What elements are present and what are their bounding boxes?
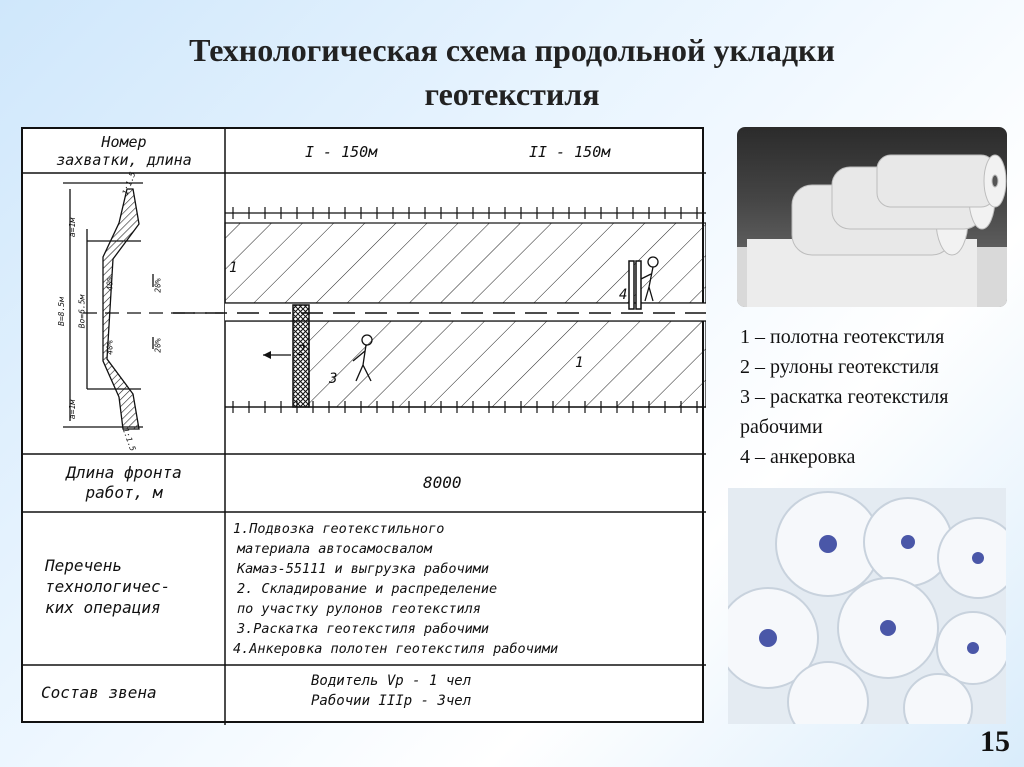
slide-title-line1: Технологическая схема продольной укладки [189,32,835,68]
front-length-label [23,463,225,503]
header-label [23,133,225,169]
section-1-label: I - 150м [305,143,378,161]
operations-label [45,555,170,618]
operations-label-line3: ких операция [45,598,161,617]
crew-line: Водитель Vр - 1 чел [311,673,472,689]
plan-label-1-top: 1 [229,260,238,276]
operation-line: 2. Складирование и распределение [237,581,498,597]
profile-a-bottom: a=1м [68,399,78,420]
photo-geotextile-rolls [737,127,1007,307]
legend-item: 4 – анкеровка [740,446,856,468]
plan-label-3: 3 [329,371,338,387]
profile-slope-top: 1:1.5 [120,170,138,197]
legend-item: 1 – полотна геотекстиля [740,326,945,348]
legend [740,322,1020,472]
operation-line: 1.Подвозка геотекстильного [233,521,445,537]
profile-b-width: B=8.5м [56,297,66,326]
page-number: 15 [980,725,1010,758]
crew-line: Рабочии IIIр - 3чел [311,693,472,709]
profile-pct-1: 40% [105,276,115,291]
front-length-value: 8000 [423,473,462,492]
crew-list [311,671,471,711]
legend-item: 3 – раскатка геотекстиля рабочими [740,386,949,438]
header-label-line1: Номер [101,133,147,151]
crew-label: Состав звена [41,683,157,702]
operation-line: 4.Анкеровка полотен геотекстиля рабочими [233,641,559,657]
plan-label-1-bottom: 1 [575,355,584,371]
plan-view [173,207,706,413]
header-label-line2: захватки, длина [56,151,192,169]
profile-slope-bottom: 1:1.5 [120,426,138,453]
front-length-label-line1: Длина фронта [66,463,182,482]
operations-label-line1: Перечень [45,556,123,575]
technological-scheme [21,127,704,723]
operation-line: материала автосамосвалом [237,541,433,557]
photo-wrapped-rolls [728,488,1006,724]
profile-a-top: a=1м [68,217,78,238]
wrapped-rolls-illustration [728,488,1006,724]
operations-list [233,519,558,659]
profile-pct-2: 40% [105,340,115,355]
profile-b0-width: Bo=6.5м [77,294,87,329]
slide-title [0,28,1024,116]
operation-line: по участку рулонов геотекстиля [237,601,481,617]
slide-title-line2: геотекстиля [424,76,600,112]
plan-label-2: 2 [297,343,306,359]
rolls-illustration [737,127,1007,307]
profile-pct-4: 20% [153,338,163,353]
section-2-label: II - 150м [529,143,611,161]
plan-label-4: 4 [619,287,628,303]
profile-pct-3: 20% [153,278,163,293]
legend-item: 2 – рулоны геотекстиля [740,356,939,378]
operation-line: Камаз-55111 и выгрузка рабочими [237,561,489,577]
cross-section-profile [63,183,223,429]
operations-label-line2: технологичес- [45,577,171,596]
front-length-label-line2: работ, м [85,483,163,502]
operation-line: 3.Раскатка геотекстиля рабочими [237,621,489,637]
